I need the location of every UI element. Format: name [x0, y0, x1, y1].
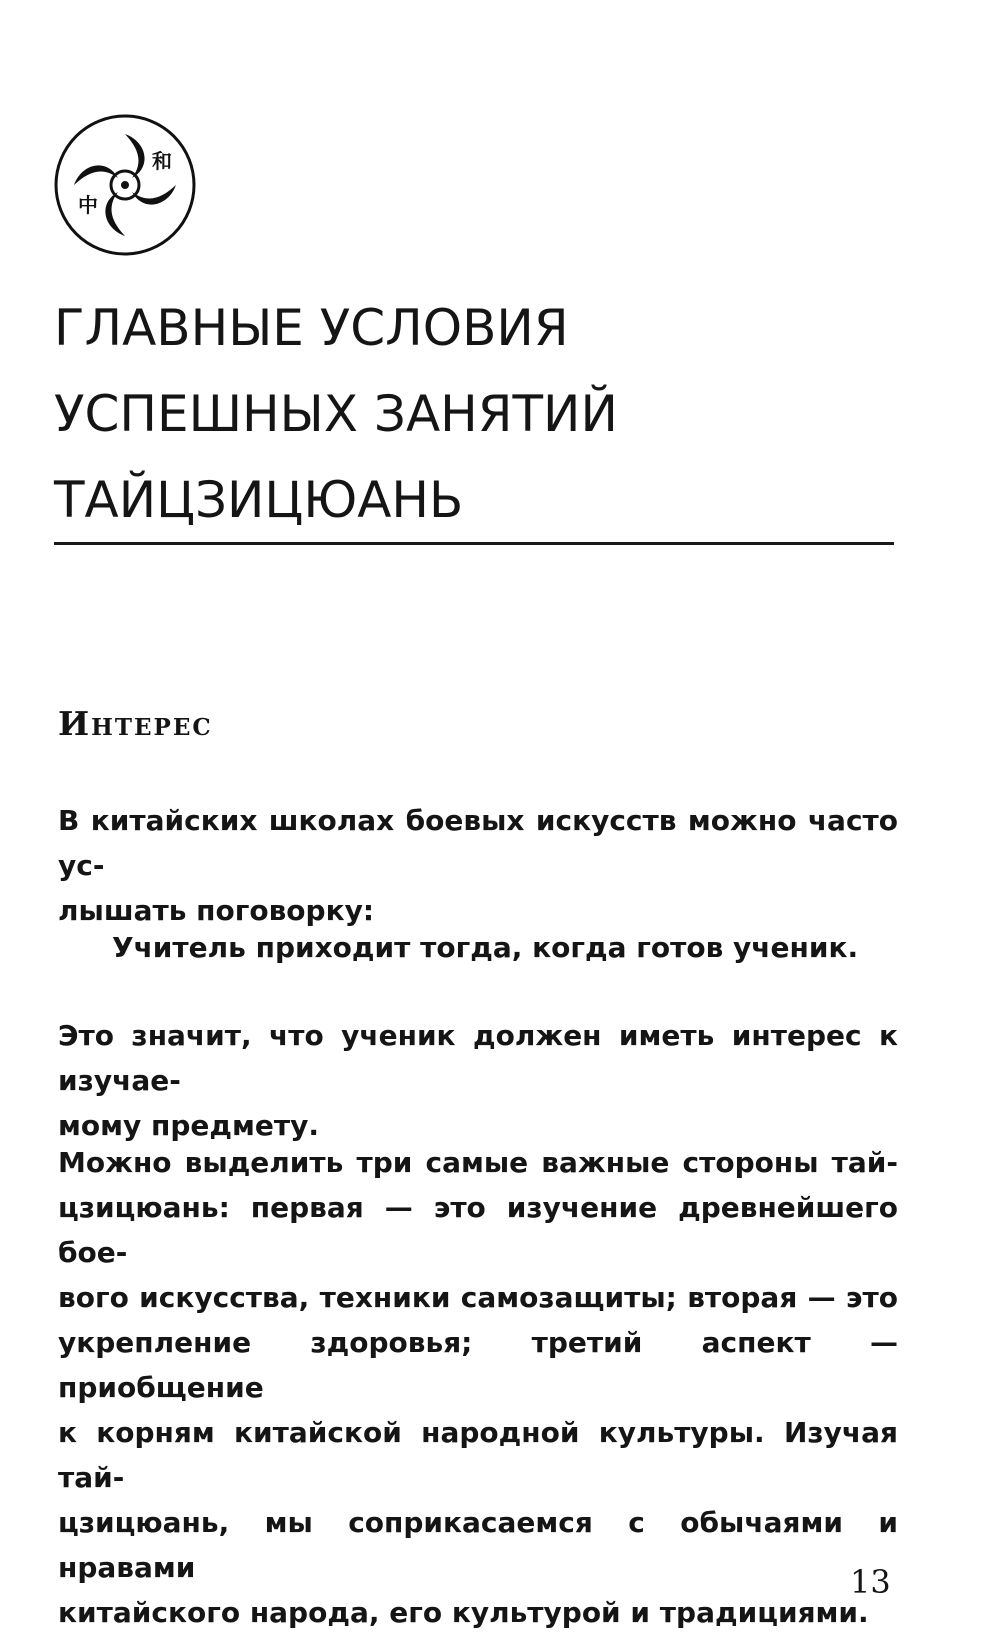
svg-text:中: 中 — [78, 193, 98, 217]
svg-text:和: 和 — [152, 149, 172, 173]
paragraph-intro — [58, 798, 898, 933]
paragraph-line: укрепление здоровья; третий аспект — приобщение — [58, 1326, 898, 1404]
section-heading: Интерес — [58, 704, 213, 743]
chapter-title-line: ТАЙЦЗИЦЮАНЬ — [54, 471, 464, 529]
quote-proverb — [112, 925, 892, 970]
title-divider — [54, 542, 894, 545]
chapter-title — [54, 285, 894, 543]
paragraph-line: мому предмету. — [58, 1109, 319, 1142]
quote-line: Учитель приходит тогда, когда готов ученик. — [112, 931, 859, 964]
paragraph-line: китайского народа, его культурой и традициями. — [58, 1596, 869, 1629]
paragraph-line: цзицюань, мы соприкасаемся с обычаями и нравами — [58, 1506, 898, 1584]
page-number: 13 — [850, 1563, 891, 1601]
paragraph-line: к корням китайской народной культуры. Изучая тай- — [58, 1416, 898, 1494]
paragraph-line: вого искусства, техники самозащиты; вторая — это — [58, 1281, 898, 1314]
taiji-emblem-icon — [52, 112, 198, 258]
chapter-title-line: УСПЕШНЫХ ЗАНЯТИЙ — [54, 385, 618, 443]
chapter-title-line: ГЛАВНЫЕ УСЛОВИЯ — [54, 299, 569, 357]
paragraph-line: Можно выделить три самые важные стороны тай- — [58, 1146, 898, 1179]
paragraph-three-aspects — [58, 1140, 898, 1635]
paragraph-line: В китайских школах боевых искусств можно часто ус- — [58, 804, 898, 882]
paragraph-line: лышать поговорку: — [58, 894, 375, 927]
paragraph-line: цзицюань: первая — это изучение древнейшего бое- — [58, 1191, 898, 1269]
paragraph-meaning — [58, 1013, 898, 1148]
paragraph-line: Это значит, что ученик должен иметь интерес к изучае- — [58, 1019, 898, 1097]
